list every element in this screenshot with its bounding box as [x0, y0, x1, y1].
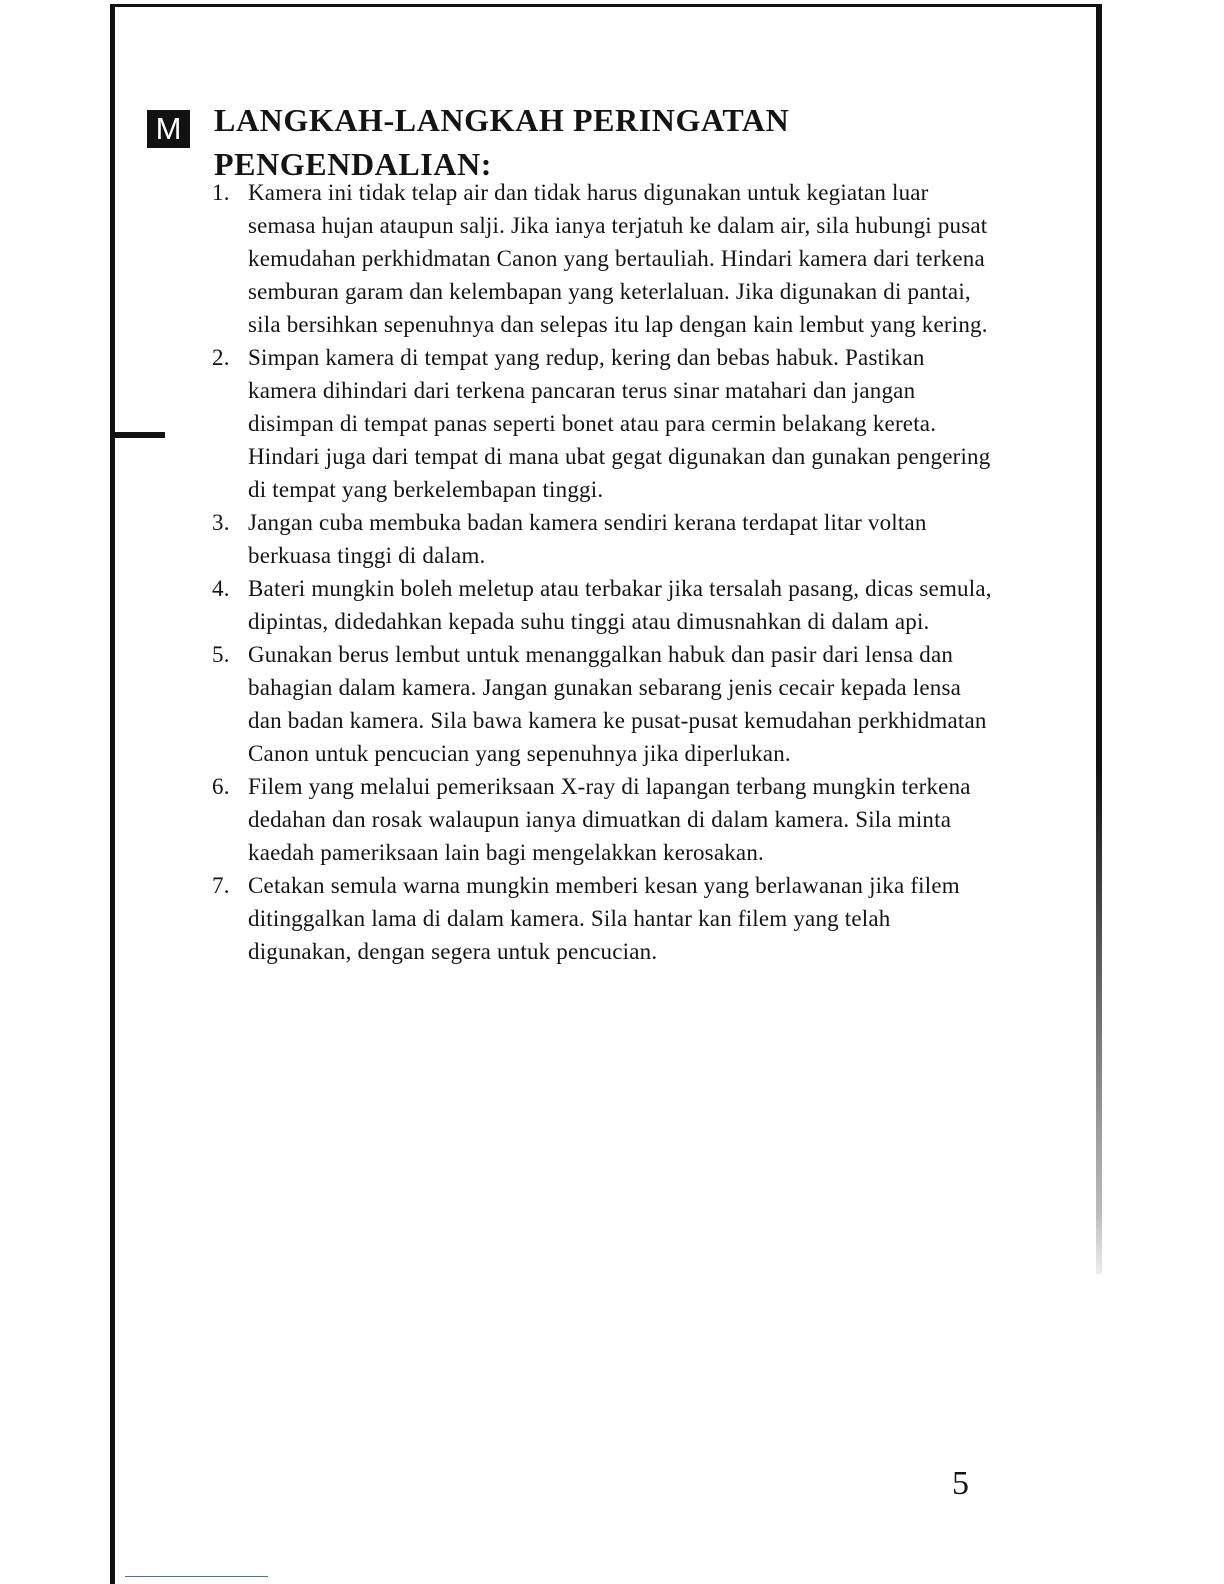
list-item [212, 176, 992, 341]
item-number: 6. [212, 774, 230, 799]
section-badge: M [147, 110, 190, 148]
scan-top-edge [110, 4, 1102, 7]
item-number: 4. [212, 576, 230, 601]
list-item [212, 638, 992, 770]
item-number: 7. [212, 873, 230, 898]
precaution-list [212, 176, 992, 968]
list-item [212, 869, 992, 968]
scan-left-edge [110, 6, 115, 1584]
section-title: LANGKAH-LANGKAH PERINGATAN PENGENDALIAN: [214, 102, 790, 182]
item-text: Gunakan berus lembut untuk menanggalkan habuk dan pasir dari lensa dan bahagian dalam kamera. Jangan gunakan sebarang jenis cecair kepada lensa dan badan kamera. Sila bawa kamera ke pusat-pusat kemudahan perkhidmatan Canon untuk pencucian yang sepenuhnya jika diperlukan. [248, 642, 987, 766]
list-item [212, 770, 992, 869]
item-text: Jangan cuba membuka badan kamera sendiri kerana terdapat litar voltan berkuasa tinggi di dalam. [248, 510, 927, 568]
item-text: Cetakan semula warna mungkin memberi kesan yang berlawanan jika filem ditinggalkan lama di dalam kamera. Sila hantar kan filem yang telah digunakan, dengan segera untuk pencucian. [248, 873, 960, 964]
item-number: 1. [212, 180, 230, 205]
item-text: Bateri mungkin boleh meletup atau terbakar jika tersalah pasang, dicas semula, dipintas, didedahkan kepada suhu tinggi atau dimusnahkan di dalam api. [248, 576, 992, 634]
item-text: Simpan kamera di tempat yang redup, kering dan bebas habuk. Pastikan kamera dihindari dari terkena pancaran terus sinar matahari dan jangan disimpan di tempat panas seperti bonet atau para cermin belakang kereta. Hindari juga dari tempat di mana ubat gegat digunakan dan gunakan pengering di tempat yang berkelembapan tinggi. [248, 345, 991, 502]
list-item [212, 506, 992, 572]
item-text: Kamera ini tidak telap air dan tidak harus digunakan untuk kegiatan luar semasa hujan ataupun salji. Jika ianya terjatuh ke dalam air, sila hubungi pusat kemudahan perkhidmatan Canon yang bertauliah. Hindari kamera dari terkena semburan garam dan kelembapan yang keterlaluan. Jika digunakan di pantai, sila bersihkan sepenuhnya dan selepas itu lap dengan kain lembut yang kering. [248, 180, 988, 337]
section-tab-marker [115, 432, 165, 438]
item-number: 2. [212, 345, 230, 370]
scan-right-edge [1096, 4, 1102, 1274]
item-number: 3. [212, 510, 230, 535]
item-number: 5. [212, 642, 230, 667]
list-item [212, 341, 992, 506]
page-number: 5 [952, 1465, 969, 1502]
item-text: Filem yang melalui pemeriksaan X-ray di lapangan terbang mungkin terkena dedahan dan rosak walaupun ianya dimuatkan di dalam kamera. Sila minta kaedah pameriksaan lain bagi mengelakkan kerosakan. [248, 774, 971, 865]
bottom-rule [125, 1576, 268, 1577]
list-item [212, 572, 992, 638]
